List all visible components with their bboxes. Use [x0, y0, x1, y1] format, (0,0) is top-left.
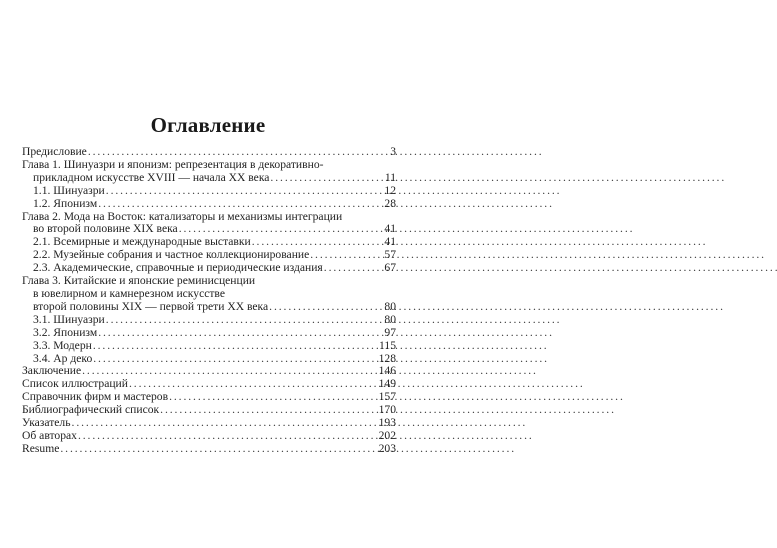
toc-entry-page-number: 203	[378, 441, 396, 455]
toc-entry-title-line: в ювелирном и камнерезном искусстве	[33, 286, 225, 300]
toc-entry-title: Resume	[22, 441, 60, 455]
toc-entry-page-number: 193	[378, 416, 396, 430]
toc-entry-title: второй половины XIX — первой трети XX века	[33, 299, 269, 313]
toc-entry[interactable]	[22, 443, 396, 456]
page-title: Оглавление	[150, 113, 266, 137]
toc-entry-page-number: 28	[384, 196, 396, 210]
toc-entry-title: Библиографический список	[22, 403, 160, 417]
toc-entry-line	[22, 198, 396, 211]
toc-entry-line	[22, 146, 396, 159]
toc-entry-line	[22, 443, 396, 456]
toc-entry-line	[22, 314, 396, 327]
dot-leader	[93, 340, 378, 353]
toc-entry-title: Предисловие	[22, 145, 87, 158]
toc-entry-title: 3.3. Модерн	[33, 338, 92, 352]
toc-entry-title: Справочник фирм и мастеров	[22, 390, 169, 404]
toc-entry-page-number: 80	[384, 299, 396, 313]
toc-entry-title: Заключение	[22, 364, 82, 378]
toc-entry-page-number: 170	[378, 403, 396, 417]
toc-entry-line	[22, 430, 396, 443]
toc-entry-page-number: 202	[378, 428, 396, 442]
dot-leader	[270, 172, 383, 185]
toc-entry-page-number: 149	[378, 377, 396, 391]
toc-entry-line	[22, 327, 396, 340]
toc-entry-title: 3.2. Японизм	[33, 325, 98, 339]
toc-entry-page-number: 67	[384, 261, 396, 275]
dot-leader	[98, 327, 383, 340]
toc-entry[interactable]	[22, 430, 396, 443]
toc-entry-title: 3.4. Ар деко	[33, 351, 93, 365]
toc-entry[interactable]	[22, 417, 396, 430]
toc-entry-page-number: 146	[378, 364, 396, 378]
toc-entry-page-number: 11	[384, 170, 396, 184]
dot-leader	[106, 314, 384, 327]
toc-entry-title: 2.1. Всемирные и международные выставки	[33, 235, 251, 249]
toc-entry-title: 1.1. Шинуазри	[33, 183, 105, 197]
toc-entry-line	[22, 301, 396, 314]
toc-entry[interactable]	[22, 185, 396, 198]
table-of-contents	[22, 146, 396, 456]
toc-entry-title-line: Глава 1. Шинуазри и японизм: репрезентация в декоративно-	[22, 157, 324, 171]
dot-leader	[269, 301, 383, 314]
toc-entry-title: 2.2. Музейные собрания и частное коллекционирование	[33, 248, 310, 262]
toc-entry-title: 3.1. Шинуазри	[33, 312, 105, 326]
toc-entry-page-number: 115	[379, 338, 396, 352]
toc-entry-title-line: Глава 3. Китайские и японские реминисценции	[22, 274, 256, 288]
toc-entry-title: прикладном искусстве XVIII — начала XX века	[33, 170, 270, 184]
dot-leader	[88, 146, 389, 159]
toc-entry-page-number: 3	[390, 145, 396, 158]
toc-entry-page-number: 157	[378, 390, 396, 404]
toc-entry-line	[22, 172, 396, 185]
toc-entry-title: 2.3. Академические, справочные и периодические издания	[33, 261, 323, 275]
toc-entry-page-number: 41	[384, 222, 396, 236]
toc-entry-page-number: 41	[384, 235, 396, 249]
toc-entry-title: во второй половине XIX века	[33, 222, 178, 236]
toc-entry[interactable]	[22, 146, 396, 159]
dot-leader	[98, 198, 383, 211]
toc-entry[interactable]	[22, 211, 396, 237]
toc-entry-line	[22, 417, 396, 430]
dot-leader	[60, 443, 377, 456]
toc-entry[interactable]	[22, 314, 396, 327]
toc-entry[interactable]	[22, 327, 396, 340]
dot-leader	[106, 185, 384, 198]
dot-leader	[324, 262, 384, 275]
toc-entry-title: Об авторах	[22, 428, 77, 442]
dot-leader	[78, 430, 378, 443]
toc-entry-page-number: 80	[384, 312, 396, 326]
toc-entry-page-number: 12	[384, 183, 396, 197]
toc-entry-page-number: 128	[378, 351, 396, 365]
toc-entry[interactable]	[22, 275, 396, 314]
toc-entry-title-line: Глава 2. Мода на Восток: катализаторы и механизмы интеграции	[22, 209, 343, 223]
toc-entry-line	[22, 185, 396, 198]
toc-entry[interactable]	[22, 340, 396, 353]
toc-entry-line	[22, 340, 396, 353]
toc-entry-title: Указатель	[22, 416, 71, 430]
toc-entry-title: Список иллюстраций	[22, 377, 128, 391]
toc-entry-title: 1.2. Японизм	[33, 196, 98, 210]
toc-entry-page-number: 57	[384, 248, 396, 262]
toc-entry[interactable]	[22, 159, 396, 185]
dot-leader	[72, 417, 378, 430]
toc-entry[interactable]	[22, 198, 396, 211]
toc-entry-page-number: 97	[384, 325, 396, 339]
